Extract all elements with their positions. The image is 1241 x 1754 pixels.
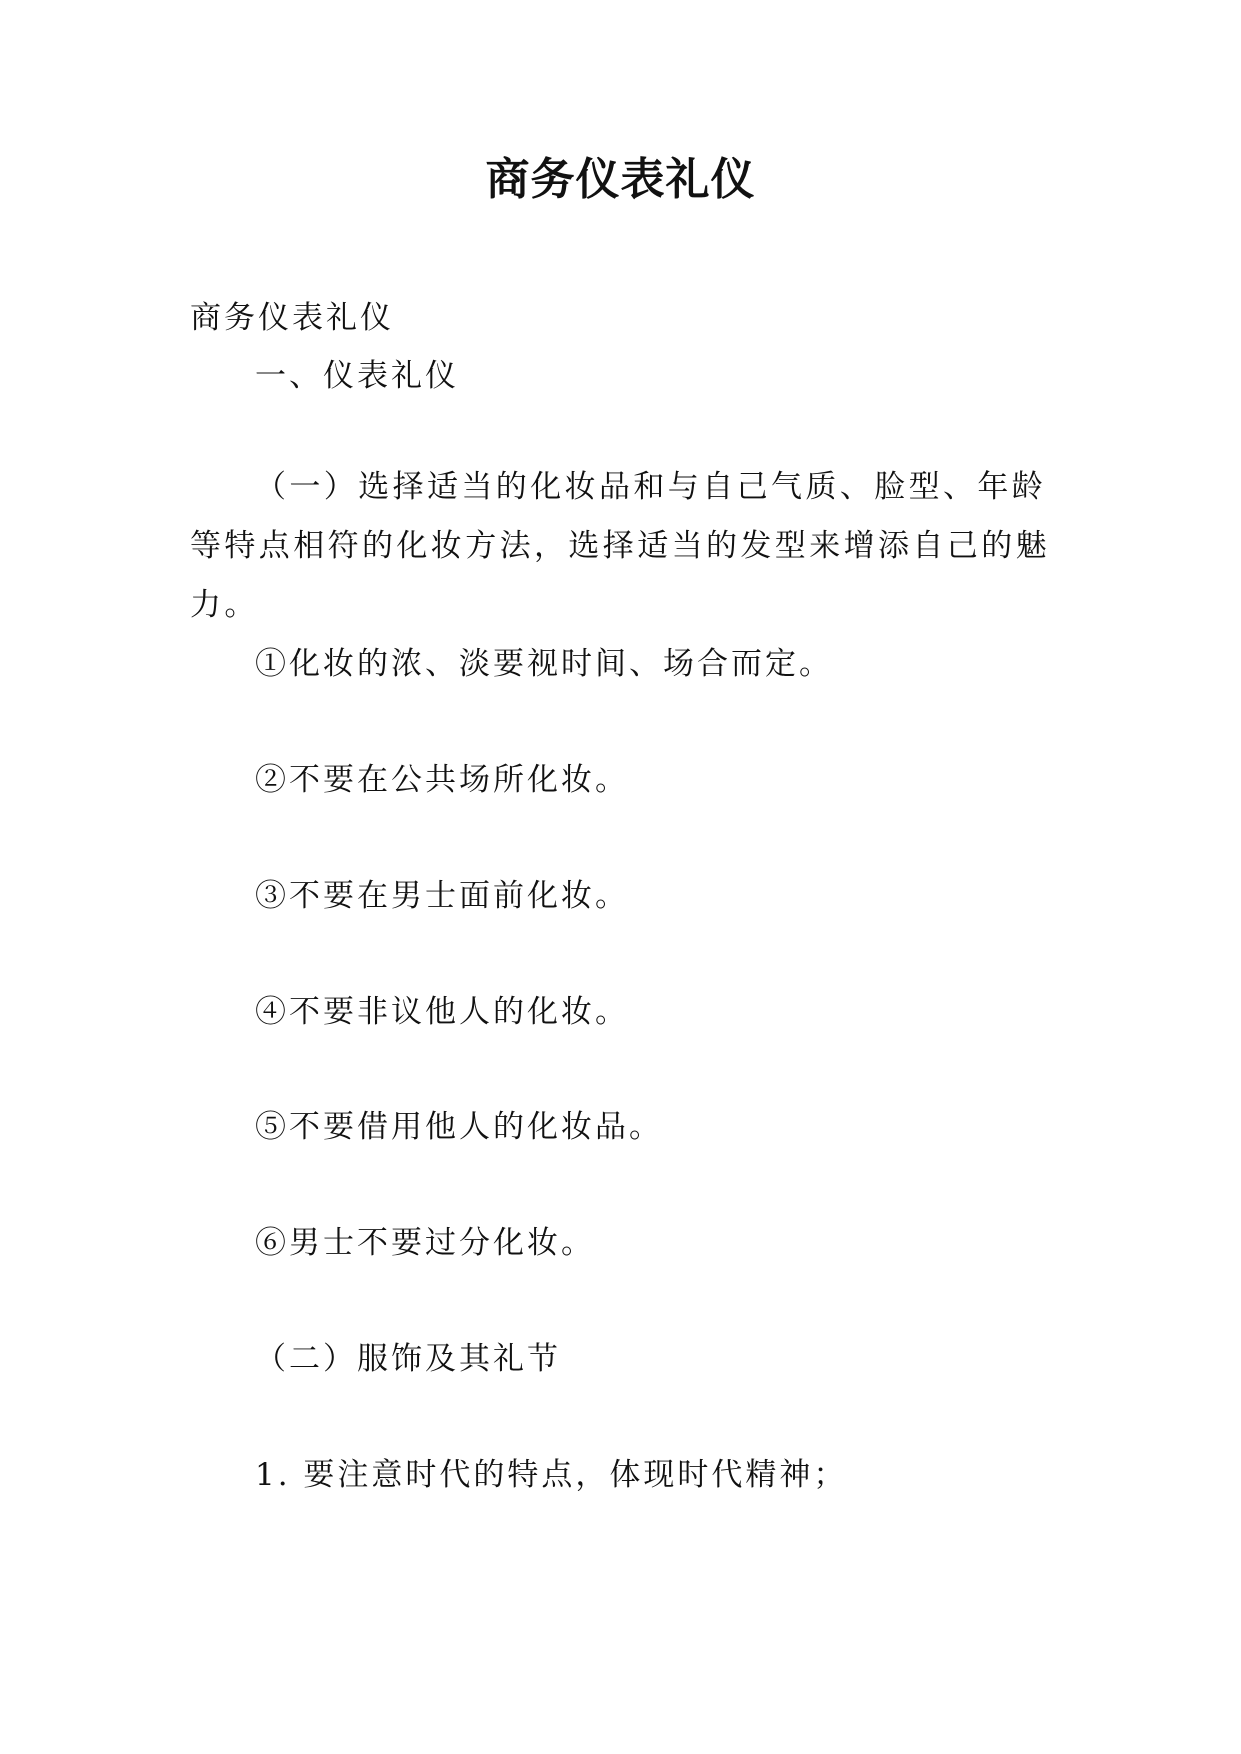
list-item-makeup-rule: ②不要在公共场所化妆。: [255, 762, 629, 798]
paragraph-makeup-intro: （一）选择适当的化妆品和与自己气质、脸型、年龄等特点相符的化妆方法，选择适当的发型来增添自己的魅力。: [190, 469, 1050, 623]
list-item-makeup-rule: ③不要在男士面前化妆。: [255, 878, 629, 914]
list-item-clothing-rule: 1. 要注意时代的特点，体现时代精神；: [255, 1457, 848, 1493]
section-heading-one: 一、仪表礼仪: [255, 358, 459, 394]
list-item-makeup-rule: ⑤不要借用他人的化妆品。: [255, 1109, 663, 1145]
section-heading-two: （二）服饰及其礼节: [255, 1341, 561, 1377]
document-title: 商务仪表礼仪: [485, 154, 756, 205]
document-subtitle: 商务仪表礼仪: [190, 300, 394, 336]
list-item-makeup-rule: ⑥男士不要过分化妆。: [255, 1225, 595, 1261]
list-item-makeup-rule: ①化妆的浓、淡要视时间、场合而定。: [255, 646, 833, 682]
list-item-makeup-rule: ④不要非议他人的化妆。: [255, 994, 629, 1030]
